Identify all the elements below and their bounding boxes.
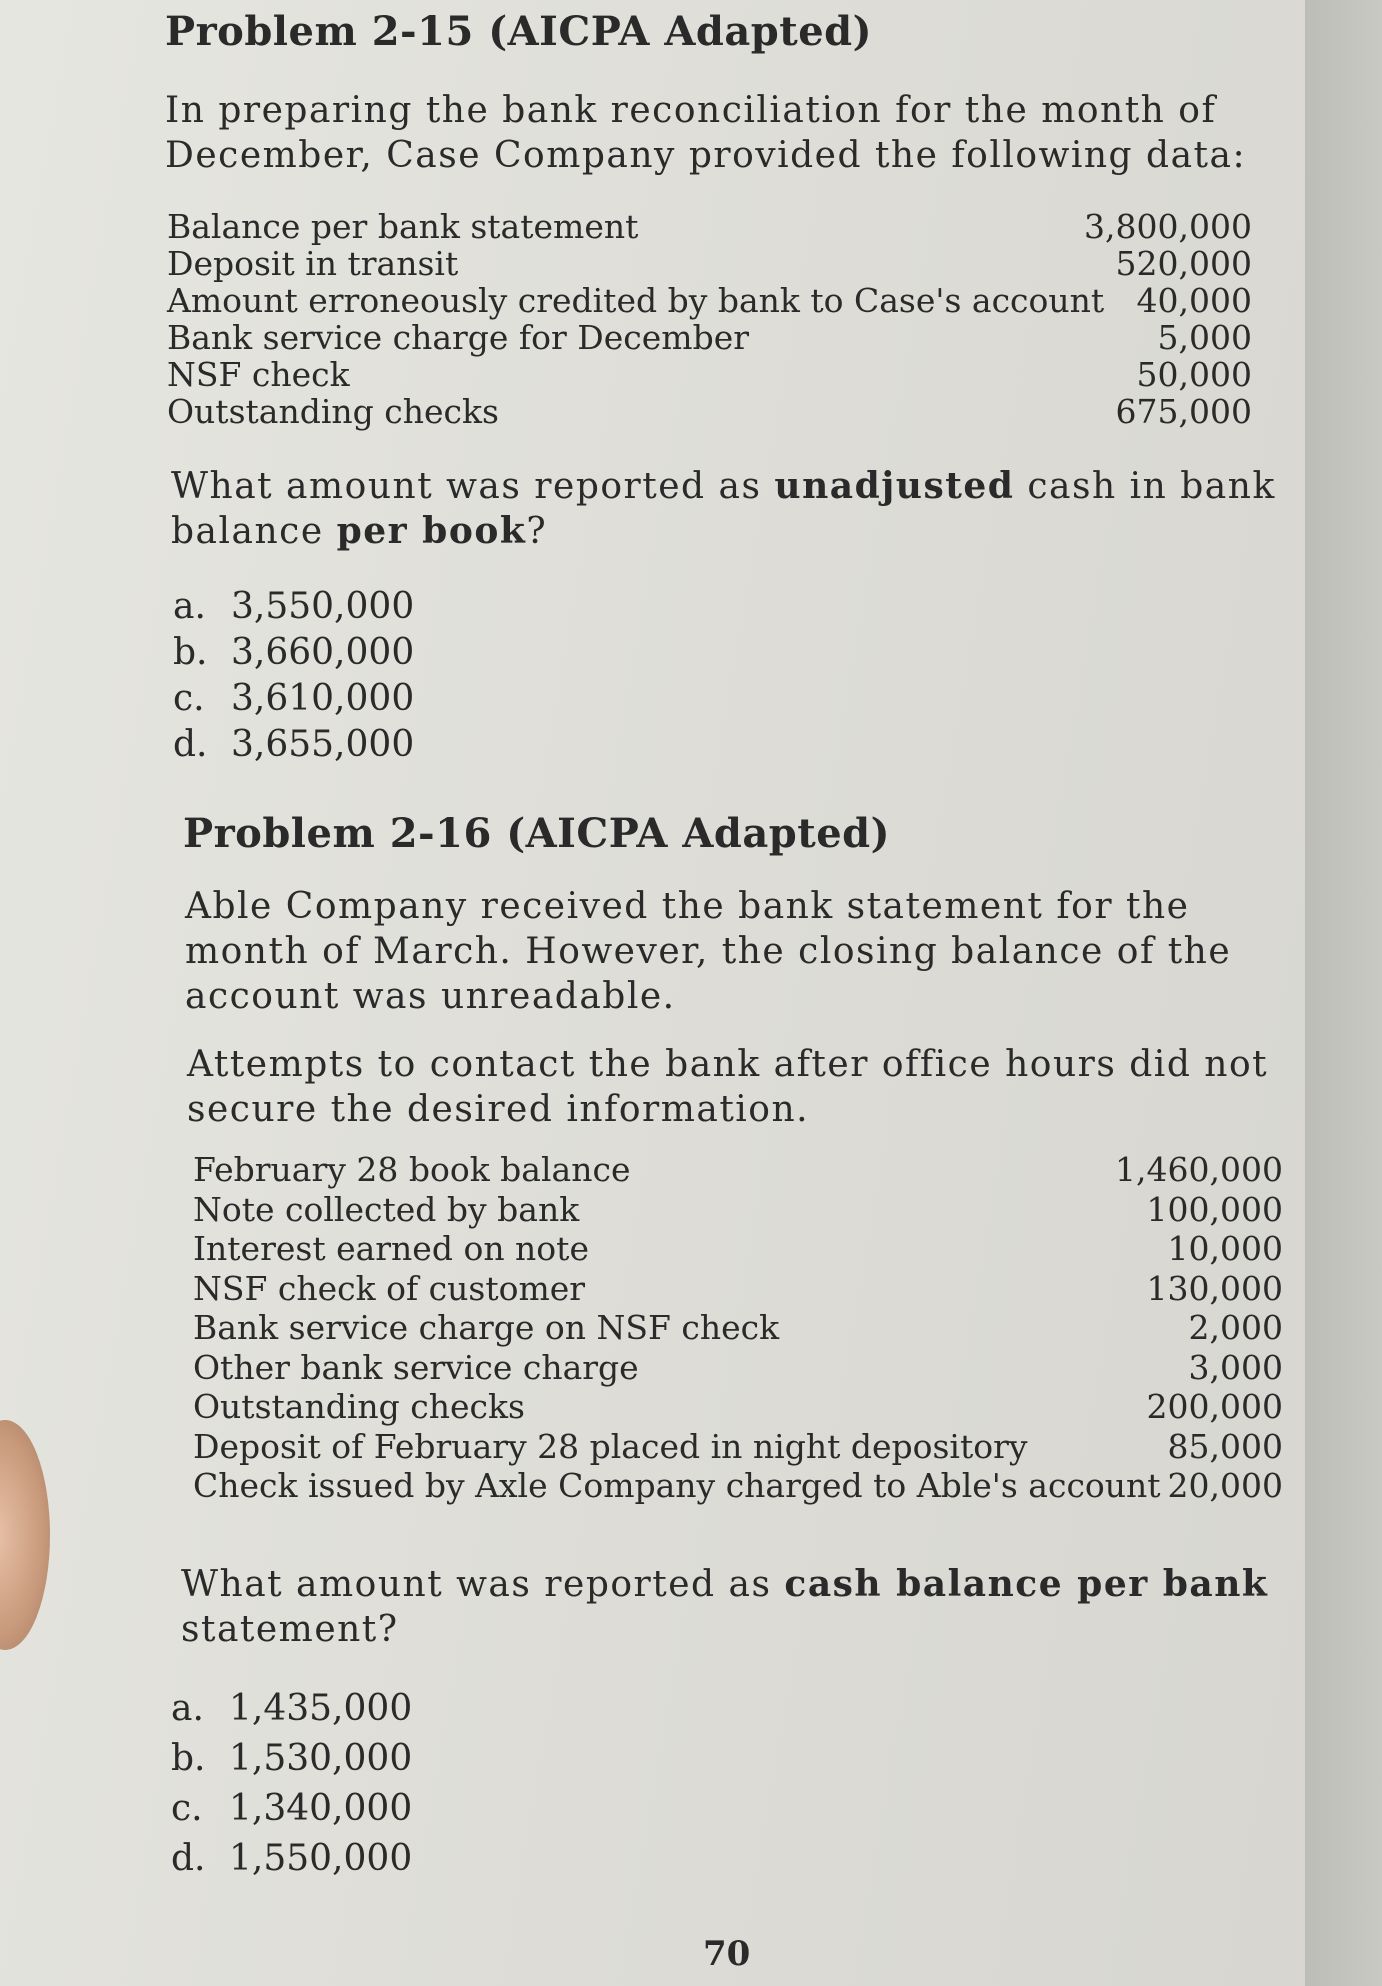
choice-value: 3,655,000: [231, 724, 415, 765]
question-bold-text: cash balance per bank: [784, 1563, 1269, 1605]
data-row: [193, 1427, 1283, 1467]
data-row: [193, 1229, 1283, 1269]
choice-item: [171, 1684, 412, 1734]
data-value: 130,000: [1146, 1268, 1283, 1308]
data-row: [193, 1348, 1283, 1388]
choice-value: 1,530,000: [229, 1738, 413, 1779]
data-label: Amount erroneously credited by bank to Case's account: [167, 281, 1105, 320]
choice-value: 1,435,000: [229, 1688, 413, 1729]
choice-item: [173, 630, 414, 676]
choice-letter: b.: [173, 632, 208, 673]
data-label: Outstanding checks: [193, 1387, 525, 1426]
data-label: Bank service charge for December: [167, 318, 749, 357]
choice-item: [171, 1734, 412, 1784]
choice-item: [173, 722, 414, 768]
choice-letter: d.: [173, 724, 208, 765]
data-value: 85,000: [1167, 1426, 1283, 1466]
data-row: [193, 1150, 1283, 1190]
data-label: Balance per bank statement: [167, 207, 639, 246]
problem-2-16-question: [181, 1562, 1311, 1652]
problem-2-15-title: Problem 2-15 (AICPA Adapted): [165, 8, 873, 55]
question-text: What amount was reported as: [181, 1564, 772, 1605]
choice-letter: c.: [171, 1788, 203, 1829]
choice-item: [171, 1834, 412, 1884]
data-value: 200,000: [1146, 1387, 1283, 1426]
choice-letter: c.: [173, 678, 205, 719]
data-row: [167, 393, 1252, 430]
choice-letter: a.: [171, 1688, 204, 1729]
data-value: 40,000: [1136, 281, 1252, 320]
data-row: [167, 356, 1252, 393]
data-label: Bank service charge on NSF check: [193, 1308, 780, 1347]
choice-value: 3,660,000: [231, 632, 415, 673]
question-text: statement?: [181, 1609, 399, 1650]
data-value: 100,000: [1146, 1189, 1283, 1229]
data-value: 3,800,000: [1084, 207, 1252, 246]
problem-2-15-data-table: [167, 208, 1252, 430]
data-label: Interest earned on note: [193, 1229, 589, 1268]
problem-2-16-title: Problem 2-16 (AICPA Adapted): [183, 810, 891, 857]
question-bold-text: per book: [336, 510, 527, 552]
data-value: 5,000: [1157, 318, 1252, 357]
choice-letter: a.: [173, 586, 206, 627]
data-value: 1,460,000: [1115, 1150, 1283, 1189]
choice-item: [173, 676, 414, 722]
data-value: 10,000: [1167, 1229, 1283, 1268]
page-edge: [1305, 0, 1382, 1986]
data-value: 50,000: [1136, 355, 1252, 394]
data-row: [167, 319, 1252, 356]
problem-2-15-question: [171, 464, 1281, 554]
data-row: [193, 1190, 1283, 1230]
data-row: [193, 1269, 1283, 1309]
problem-2-15-intro: In preparing the bank reconciliation for the month of December, Case Company provided the following data:: [165, 90, 1247, 176]
question-bold-text: unadjusted: [774, 465, 1015, 507]
problem-2-16-data-table: [193, 1150, 1283, 1506]
data-label: Other bank service charge: [193, 1347, 639, 1387]
data-label: Note collected by bank: [193, 1189, 580, 1229]
problem-2-16-intro2: Attempts to contact the bank after office hours did not secure the desired information.: [187, 1044, 1269, 1130]
page-number: 70: [703, 1934, 751, 1974]
data-label: Check issued by Axle Company charged to Able's account: [193, 1466, 1161, 1505]
question-text: cash in bank balance: [171, 466, 1276, 552]
question-text: What amount was reported as: [171, 466, 762, 507]
choice-letter: b.: [171, 1738, 206, 1779]
data-label: NSF check: [167, 355, 350, 394]
data-value: 520,000: [1115, 244, 1252, 283]
problem-2-15-choices: [173, 584, 414, 768]
data-label: Deposit in transit: [167, 244, 459, 283]
choice-letter: d.: [171, 1838, 206, 1879]
data-value: 2,000: [1188, 1308, 1283, 1347]
problem-2-16-choices: [171, 1684, 412, 1884]
data-row: [167, 245, 1252, 282]
choice-value: 3,550,000: [231, 586, 415, 627]
data-row: [193, 1466, 1283, 1506]
data-value: 3,000: [1188, 1347, 1283, 1387]
choice-value: 1,340,000: [229, 1788, 413, 1829]
data-label: February 28 book balance: [193, 1150, 631, 1189]
data-label: NSF check of customer: [193, 1268, 586, 1308]
data-row: [193, 1387, 1283, 1427]
problem-2-16-intro: Able Company received the bank statement for the month of March. However, the closing balance of the account was unreadable.: [185, 886, 1232, 1017]
choice-item: [173, 584, 414, 630]
data-row: [167, 208, 1252, 245]
choice-value: 1,550,000: [229, 1838, 413, 1879]
data-label: Outstanding checks: [167, 392, 499, 431]
data-row: [193, 1308, 1283, 1348]
choice-value: 3,610,000: [231, 678, 415, 719]
data-row: [167, 282, 1252, 319]
data-value: 675,000: [1115, 392, 1252, 431]
data-value: 20,000: [1167, 1466, 1283, 1505]
choice-item: [171, 1784, 412, 1834]
question-text: ?: [526, 511, 548, 552]
data-label: Deposit of February 28 placed in night depository: [193, 1426, 1028, 1466]
